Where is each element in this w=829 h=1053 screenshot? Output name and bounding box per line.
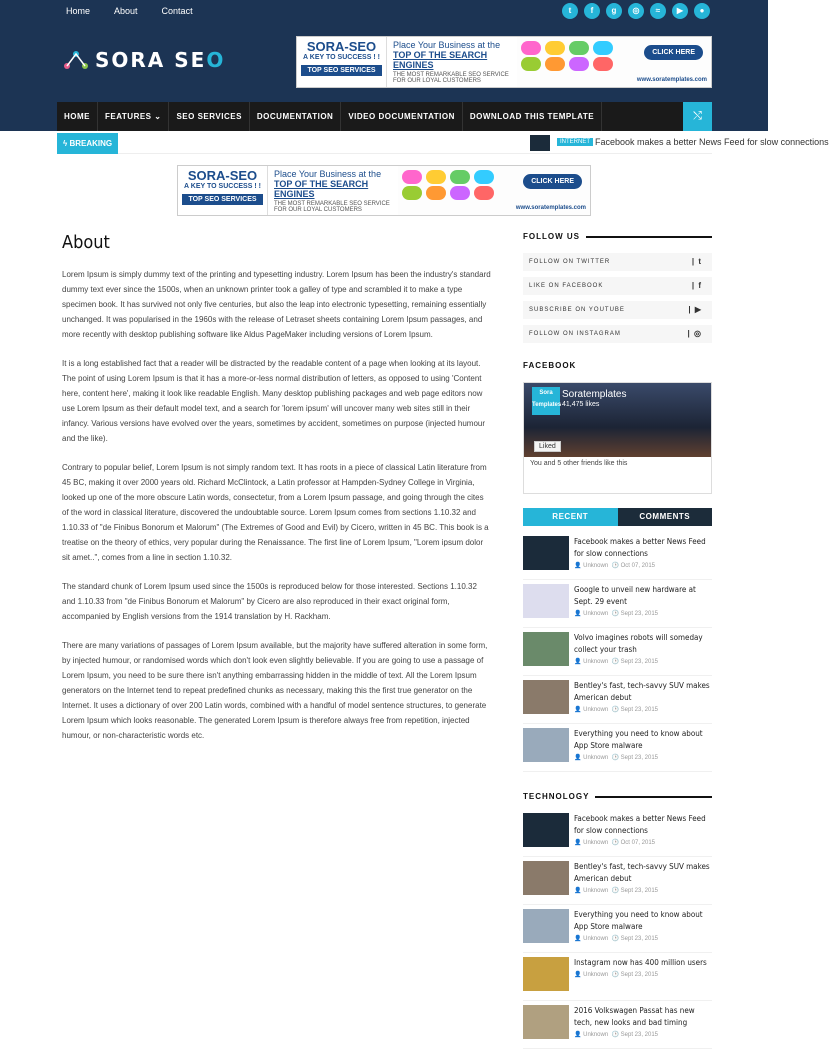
list-item[interactable]: [523, 536, 712, 580]
facebook-page-logo: Sora Templates: [532, 387, 560, 415]
post-date: Sept 23, 2015: [620, 659, 659, 665]
content-ad-banner[interactable]: [177, 165, 591, 216]
chevron-down-icon: ⌄: [154, 112, 162, 121]
follow-us-heading: FOLLOW US: [523, 232, 580, 241]
sidebar-tabs: [523, 508, 712, 526]
list-item[interactable]: [523, 813, 712, 857]
facebook-likes: 41,475 likes: [562, 401, 600, 408]
article-paragraph: Lorem Ipsum is simply dummy text of the printing and typesetting industry. Lorem Ipsum has been the industry's standard dummy text ever since the 1500s, when an unknown printer took a galley of type and scrambled it to make a type specimen book. It has survived not only five centuries, but also the leap into electronic typesetting, remaining essentially unchanged. It was popularised in the 1960s with the release of Letraset sheets containing Lorem Ipsum passages, and more recently with desktop publishing software like Aldus PageMaker including versions of Lorem Ipsum.: [62, 270, 491, 339]
ad-tagline: A KEY TO SUCCESS ! !: [303, 54, 380, 61]
heading-rule: [586, 236, 712, 238]
clock-icon: 🕒: [611, 563, 621, 569]
youtube-icon[interactable]: ▶: [672, 3, 688, 19]
google-plus-icon[interactable]: g: [606, 3, 622, 19]
twitter-icon: | t: [691, 257, 702, 266]
list-item[interactable]: [523, 728, 712, 772]
follow-youtube[interactable]: [523, 301, 712, 319]
rss-icon[interactable]: ≈: [650, 3, 666, 19]
twitter-icon[interactable]: t: [562, 3, 578, 19]
logo-text: SORA SE: [95, 48, 207, 72]
ad2-brand: SORA-SEO: [187, 168, 258, 183]
nav-documentation[interactable]: DOCUMENTATION: [250, 102, 341, 131]
ad-graphic: [521, 41, 615, 71]
post-title[interactable]: Bentley's fast, tech-savvy SUV makes American debut: [574, 862, 710, 883]
top-bar: [0, 0, 768, 23]
post-author: Unknown: [583, 888, 609, 894]
ad2-line1: Place Your Business at the: [274, 169, 382, 179]
post-thumbnail[interactable]: [523, 957, 569, 991]
post-thumbnail[interactable]: [523, 1005, 569, 1039]
clock-icon: 🕒: [611, 840, 621, 846]
post-title[interactable]: Facebook makes a better News Feed for slow connections: [574, 814, 706, 835]
ad2-line3: THE MOST REMARKABLE SEO SERVICE FOR OUR LOYAL CUSTOMERS: [274, 201, 390, 213]
user-icon: 👤: [574, 888, 584, 894]
dribbble-icon[interactable]: ●: [694, 3, 710, 19]
ad-top-seo: TOP SEO SERVICES: [301, 65, 382, 76]
user-icon: 👤: [574, 659, 584, 665]
user-icon: 👤: [574, 936, 584, 942]
user-icon: 👤: [574, 972, 584, 978]
article: [62, 232, 492, 757]
ad2-top-seo: TOP SEO SERVICES: [182, 194, 263, 205]
user-icon: 👤: [574, 563, 584, 569]
user-icon: 👤: [574, 707, 584, 713]
facebook-widget[interactable]: [523, 382, 712, 494]
top-nav: [66, 0, 217, 23]
ad2-line2: TOP OF THE SEARCH ENGINES: [274, 179, 369, 199]
list-item[interactable]: [523, 1005, 712, 1049]
breaking-headline[interactable]: Facebook makes a better News Feed for slow connections: [595, 137, 829, 147]
facebook-friends: You and 5 other friends like this: [530, 460, 628, 467]
social-icons: [562, 3, 710, 19]
nav-video-documentation[interactable]: VIDEO DOCUMENTATION: [341, 102, 463, 131]
follow-instagram[interactable]: [523, 325, 712, 343]
follow-label: FOLLOW ON INSTAGRAM: [529, 331, 621, 337]
facebook-icon[interactable]: f: [584, 3, 600, 19]
clock-icon: 🕒: [611, 936, 621, 942]
breaking-thumbnail[interactable]: [530, 135, 550, 151]
post-thumbnail[interactable]: [523, 680, 569, 714]
ad-click-button[interactable]: CLICK HERE: [644, 45, 703, 60]
post-author: Unknown: [583, 936, 609, 942]
clock-icon: 🕒: [611, 1032, 621, 1038]
top-nav-about[interactable]: About: [114, 6, 138, 16]
user-icon: 👤: [574, 755, 584, 761]
post-author: Unknown: [583, 659, 609, 665]
follow-twitter[interactable]: [523, 253, 712, 271]
facebook-page-name[interactable]: Soratemplates: [562, 389, 627, 400]
list-item[interactable]: [523, 680, 712, 724]
post-thumbnail[interactable]: [523, 909, 569, 943]
post-date: Oct 07, 2015: [620, 563, 655, 569]
list-item[interactable]: [523, 957, 712, 1001]
nav-seo-services[interactable]: SEO SERVICES: [169, 102, 249, 131]
post-thumbnail[interactable]: [523, 728, 569, 762]
breaking-news-bar: [57, 133, 829, 154]
post-thumbnail[interactable]: [523, 632, 569, 666]
post-title[interactable]: Everything you need to know about App Store malware: [574, 910, 703, 931]
post-date: Sept 23, 2015: [620, 755, 659, 761]
post-title[interactable]: Google to unveil new hardware at Sept. 29 event: [574, 585, 696, 606]
list-item[interactable]: [523, 861, 712, 905]
post-author: Unknown: [583, 707, 609, 713]
ad-url: www.soratemplates.com: [636, 77, 707, 83]
recent-list: [523, 536, 712, 772]
follow-label: LIKE ON FACEBOOK: [529, 283, 604, 289]
list-item[interactable]: [523, 909, 712, 953]
post-thumbnail[interactable]: [523, 813, 569, 847]
sidebar: [523, 232, 712, 1053]
ad-brand: SORA-SEO: [306, 39, 377, 54]
ad2-url: www.soratemplates.com: [515, 205, 586, 211]
clock-icon: 🕒: [611, 611, 621, 617]
post-thumbnail[interactable]: [523, 536, 569, 570]
breaking-tag[interactable]: INTERNET: [557, 138, 593, 146]
article-paragraph: The standard chunk of Lorem Ipsum used since the 1500s is reproduced below for those interested. Sections 1.10.32 and 1.10.33 from "de Finibus Bonorum et Malorum" by Cicero are also reproduced in their exact original form, accompanied by English versions from the 1914 translation by H. Rackham.: [62, 582, 477, 621]
post-author: Unknown: [583, 611, 609, 617]
technology-heading: TECHNOLOGY: [523, 792, 590, 801]
shuffle-icon[interactable]: ⤭: [683, 102, 712, 131]
user-icon: 👤: [574, 611, 584, 617]
post-title[interactable]: Volvo imagines robots will someday collect your trash: [574, 633, 703, 654]
ad-line3: THE MOST REMARKABLE SEO SERVICE FOR OUR LOYAL CUSTOMERS: [393, 72, 509, 84]
youtube-icon: | ▶: [688, 305, 702, 314]
post-date: Sept 23, 2015: [620, 888, 659, 894]
tab-recent[interactable]: RECENT: [523, 508, 618, 526]
post-title[interactable]: 2016 Volkswagen Passat has new tech, new looks and bad timing: [574, 1006, 695, 1027]
post-date: Sept 23, 2015: [620, 1032, 659, 1038]
post-date: Sept 23, 2015: [620, 611, 659, 617]
post-thumbnail[interactable]: [523, 861, 569, 895]
top-nav-home[interactable]: Home: [66, 6, 91, 16]
facebook-heading: FACEBOOK: [523, 361, 577, 370]
post-date: Sept 23, 2015: [620, 972, 659, 978]
post-title[interactable]: Bentley's fast, tech-savvy SUV makes American debut: [574, 681, 710, 702]
top-nav-contact[interactable]: Contact: [161, 6, 193, 16]
heading-rule: [595, 796, 712, 798]
nav-download[interactable]: DOWNLOAD THIS TEMPLATE: [463, 102, 602, 131]
post-title[interactable]: Facebook makes a better News Feed for slow connections: [574, 537, 706, 558]
facebook-icon: | f: [691, 281, 702, 290]
clock-icon: 🕒: [611, 659, 621, 665]
ad-line2: TOP OF THE SEARCH ENGINES: [393, 50, 488, 70]
nav-features[interactable]: [98, 102, 169, 131]
post-title[interactable]: Instagram now has 400 million users: [574, 958, 707, 967]
logo-accent: O: [206, 48, 226, 72]
post-date: Sept 23, 2015: [620, 936, 659, 942]
post-author: Unknown: [583, 840, 609, 846]
clock-icon: 🕒: [611, 755, 621, 761]
header-ad-banner[interactable]: [296, 36, 712, 88]
page-title: About: [62, 232, 110, 253]
post-author: Unknown: [583, 1032, 609, 1038]
list-item[interactable]: [523, 584, 712, 628]
logo-icon: [63, 50, 89, 70]
article-paragraph: It is a long established fact that a reader will be distracted by the readable content of a page when looking at its layout. The point of using Lorem Ipsum is that it has a more-or-less normal distribution of letters, as opposed to using 'Content here, content here', making it look like readable English. Many desktop publishing packages and web page editors now use Lorem Ipsum as their default model text, and a search for 'lorem ipsum' will uncover many web sites still in their infancy. Various versions have evolved over the years, sometimes by accident, sometimes on purpose (injected humour and the like).: [62, 359, 486, 443]
main-nav: [57, 102, 712, 131]
instagram-icon[interactable]: ◎: [628, 3, 644, 19]
clock-icon: 🕒: [611, 707, 621, 713]
article-paragraph: Contrary to popular belief, Lorem Ipsum is not simply random text. It has roots in a piece of classical Latin literature from 45 BC, making it over 2000 years old. Richard McClintock, a Latin professor at Hampden-Sydney College in Virginia, looked up one of the more obscure Latin words, consectetur, from a Lorem Ipsum passage, and going through the cites of the word in classical literature, discovered the undoubtable source. Lorem Ipsum comes from sections 1.10.32 and 1.10.33 of "de Finibus Bonorum et Malorum" (The Extremes of Good and Evil) by Cicero, written in 45 BC. This book is a treatise on the theory of ethics, very popular during the Renaissance. The first line of Lorem Ipsum, "Lorem ipsum dolor sit amet..", comes from a line in section 1.10.32.: [62, 463, 489, 562]
post-author: Unknown: [583, 972, 609, 978]
nav-home[interactable]: HOME: [57, 102, 98, 131]
follow-label: SUBSCRIBE ON YOUTUBE: [529, 307, 625, 313]
post-thumbnail[interactable]: [523, 584, 569, 618]
clock-icon: 🕒: [611, 888, 621, 894]
user-icon: 👤: [574, 840, 584, 846]
article-paragraph: There are many variations of passages of Lorem Ipsum available, but the majority have suffered alteration in some form, by injected humour, or randomised words which don't look even slightly believable. If you are going to use a passage of Lorem Ipsum, you need to be sure there isn't anything embarrassing hidden in the middle of text. All the Lorem Ipsum generators on the Internet tend to repeat predefined chunks as necessary, making this the first true generator on the Internet. It uses a dictionary of over 200 Latin words, combined with a handful of model sentence structures, to generate Lorem Ipsum which looks reasonable. The generated Lorem Ipsum is therefore always free from repetition, injected humour, or non-characteristic words etc.: [62, 641, 488, 740]
list-item[interactable]: [523, 632, 712, 676]
bolt-icon: ϟ: [63, 139, 70, 148]
clock-icon: 🕒: [611, 972, 621, 978]
ad-line1: Place Your Business at the: [393, 40, 501, 50]
post-date: Sept 23, 2015: [620, 707, 659, 713]
ad2-tagline: A KEY TO SUCCESS ! !: [184, 183, 261, 190]
liked-button[interactable]: Liked: [534, 441, 561, 452]
site-logo[interactable]: [63, 48, 225, 72]
nav-features-label: FEATURES: [105, 112, 152, 121]
user-icon: 👤: [574, 1032, 584, 1038]
ad2-graphic: [402, 170, 496, 200]
post-author: Unknown: [583, 563, 609, 569]
post-author: Unknown: [583, 755, 609, 761]
follow-label: FOLLOW ON TWITTER: [529, 259, 611, 265]
technology-list: [523, 813, 712, 1049]
post-date: Oct 07, 2015: [620, 840, 655, 846]
ad2-click-button[interactable]: CLICK HERE: [523, 174, 582, 189]
instagram-icon: | ◎: [687, 329, 702, 338]
follow-facebook[interactable]: [523, 277, 712, 295]
tab-comments[interactable]: COMMENTS: [618, 508, 713, 526]
post-title[interactable]: Everything you need to know about App Store malware: [574, 729, 703, 750]
breaking-label: BREAKING: [69, 139, 113, 148]
